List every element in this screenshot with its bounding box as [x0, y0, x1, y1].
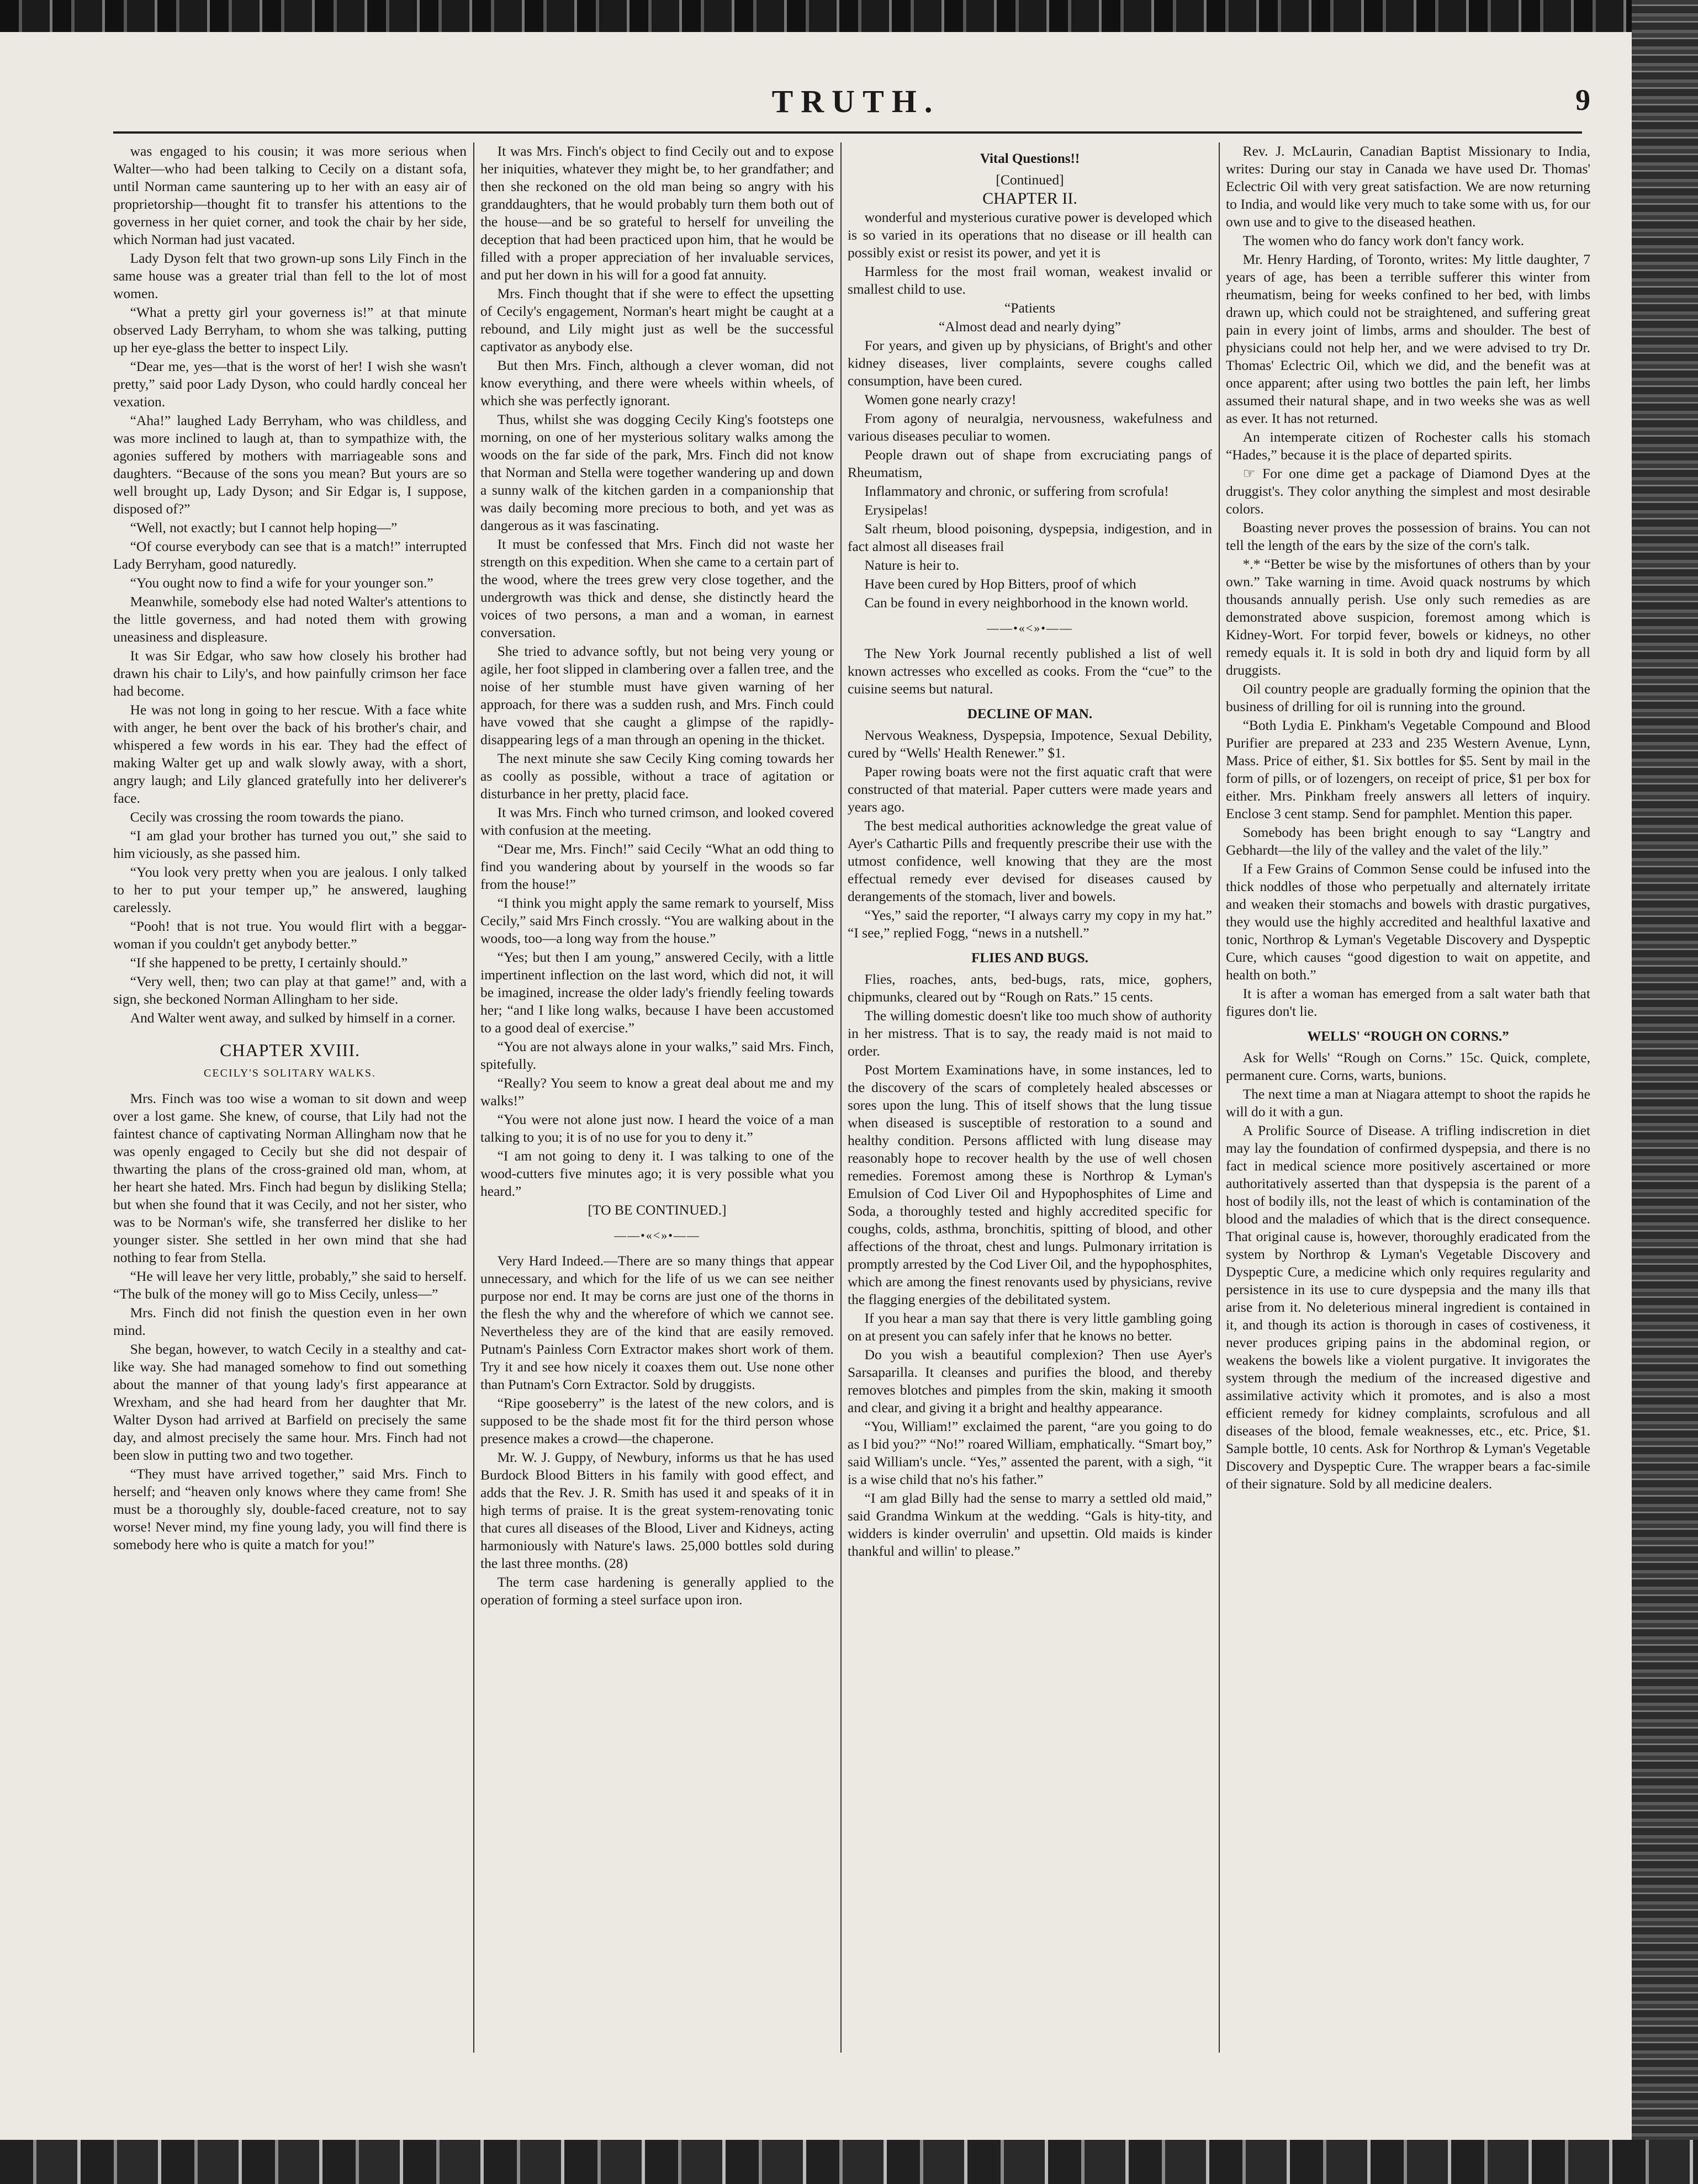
paragraph: Lady Dyson felt that two grown-up sons Lily Finch in the same house was a greater trial than fell to the lot of most women. [113, 250, 467, 301]
paragraph: Very Hard Indeed.—There are so many things that appear unnecessary, and which for the life of us we can see neither purpose nor end. It may be corns are just one of the thorns in the flesh the why and the wherefore of which we cannot see. Nevertheless they are of the kind that are easily removed. Putnam's Painless Corn Extractor makes short work of them. Try it and see how nicely it coaxes them out. Use none other than Putnam's Corn Extractor. Sold by druggists. [480, 1253, 834, 1392]
paragraph: “Patients [1004, 300, 1056, 316]
paragraph: Ask for Wells' “Rough on Corns.” 15c. Quick, complete, permanent cure. Corns, warts, bunions. [1226, 1049, 1590, 1083]
paragraph: People drawn out of shape from excruciating pangs of Rheumatism, [848, 447, 1212, 480]
scan-edge-bottom [0, 2140, 1698, 2184]
paragraph: “If she happened to be pretty, I certainly should.” [130, 955, 408, 971]
paragraph: She tried to advance softly, but not being very young or agile, her foot slipped in clambering over a fallen tree, and the noise of her stumble must have given warning of her approach, for there was a sudden rush, and Mrs. Finch could have vowed that she caught a glimpse of the rapidly-disappearing legs of a man through an opening in the thicket. [480, 643, 834, 748]
masthead-rule [113, 131, 1582, 134]
column-4 [1226, 142, 1590, 2058]
paragraph: Mrs. Finch thought that if she were to effect the upsetting of Cecily's engagement, Norman's heart might be caught at a rebound, and Lily might just as well be the successful captivator as anybody else. [480, 285, 834, 354]
paragraph: The next minute she saw Cecily King coming towards her as coolly as possible, without a trace of agitation or disturbance in her pretty, placid face. [480, 750, 834, 802]
paragraph: Nature is heir to. [864, 557, 959, 573]
ad-heading: DECLINE OF MAN. [967, 707, 1093, 722]
paragraph: “Almost dead and nearly dying” [939, 319, 1121, 335]
paragraph: It is after a woman has emerged from a salt water bath that figures don't lie. [1226, 985, 1590, 1019]
paragraph: “You look very pretty when you are jealous. I only talked to her to put your temper up,” he answered, laughing carelessly. [113, 864, 467, 915]
paragraph: Meanwhile, somebody else had noted Walter's attentions to the little governess, and had noted them with growing uneasiness and displeasure. [113, 593, 467, 645]
paragraph: “Very well, then; two can play at that game!” and, with a sign, she beckoned Norman Allingham to her side. [113, 973, 467, 1007]
article-title: Vital Questions!! [980, 151, 1080, 166]
paragraph: “Both Lydia E. Pinkham's Vegetable Compound and Blood Purifier are prepared at 233 and 235 Western Avenue, Lynn, Mass. Price of either, $1. Six bottles for $5. Sent by mail in the form of pills, or of lozengers, on receipt of price, $1 per box for either. Mrs. Pinkham freely answers all letters of inquiry. Enclose 3 cent stamp. Send for pamphlet. Mention this paper. [1226, 717, 1590, 821]
paragraph: “I am glad your brother has turned you out,” she said to him viciously, as she passed him. [113, 828, 467, 861]
paragraph: “Yes,” said the reporter, “I always carry my copy in my hat.” “I see,” replied Fogg, “news in a nutshell.” [848, 907, 1212, 941]
paragraph: The term case hardening is generally applied to the operation of forming a steel surface upon iron. [480, 1574, 834, 1608]
column-1 [113, 142, 467, 2058]
column-divider [840, 142, 842, 2053]
paragraph: “Ripe gooseberry” is the latest of the new colors, and is supposed to be the shade most fit for the third person whose presence makes a crowd—the chaperone. [480, 1395, 834, 1446]
ornamental-rule: ——•«<»•—— [987, 621, 1073, 635]
paragraph: “Well, not exactly; but I cannot help hoping—” [130, 520, 398, 536]
paragraph: Mrs. Finch did not finish the question even in her own mind. [113, 1305, 467, 1338]
paragraph: “Pooh! that is not true. You would flirt with a beggar-woman if you couldn't get anybody better.” [113, 918, 467, 952]
paragraph: Oil country people are gradually forming the opinion that the business of drilling for oil is running into the ground. [1226, 681, 1590, 714]
paragraph: The best medical authorities acknowledge the great value of Ayer's Cathartic Pills and frequently prescribe their use with the utmost confidence, well knowing that they are the most effectual remedy ever devised for diseases caused by derangements of the stomach, liver and bowels. [848, 818, 1212, 904]
paragraph: And Walter went away, and sulked by himself in a corner. [130, 1010, 456, 1026]
paragraph: was engaged to his cousin; it was more serious when Walter—who had been talking to Cecily on a distant sofa, until Norman came sauntering up to her with an easy air of proprietorship—thought fit to transfer his attentions to the governess in her quiet corner, and took the chair by her side, which Norman had just vacated. [113, 143, 467, 247]
paragraph: From agony of neuralgia, nervousness, wakefulness and various diseases peculiar to women. [848, 410, 1212, 444]
paragraph: “You are not always alone in your walks,” said Mrs. Finch, spitefully. [480, 1038, 834, 1072]
paragraph: Can be found in every neighborhood in the known world. [864, 595, 1188, 611]
paragraph: If you hear a man say that there is very little gambling going on at present you can safely infer that he knows no better. [848, 1310, 1212, 1344]
paragraph: ☞ For one dime get a package of Diamond Dyes at the druggist's. They color anything the simplest and most desirable colors. [1226, 465, 1590, 517]
masthead [110, 83, 1601, 127]
paragraph: Harmless for the most frail woman, weakest invalid or smallest child to use. [848, 263, 1212, 297]
paragraph: It was Sir Edgar, who saw how closely his brother had drawn his chair to Lily's, and how painfully crimson her face had become. [113, 648, 467, 699]
paragraph: The New York Journal recently published a list of well known actresses who excelled as cooks. From the “cue” to the cuisine seems but natural. [848, 645, 1212, 697]
paragraph: A Prolific Source of Disease. A trifling indiscretion in diet may lay the foundation of confirmed dyspepsia, and there is no fact in medical science more positively ascertained or more authoritatively asserted than that dyspepsia is the parent of a host of bodily ills, not the least of which is contamination of the blood and the maladies of which that is the direct consequence. That original cause is, however, thoroughly eradicated from the system by Northrop & Lyman's Vegetable Discovery and Dyspeptic Cure, a medicine which only requires regularity and persistence in its use to cure dyspepsia and the many ills that arise from it. No deleterious mineral ingredient is contained in it, and though its action is thorough in cases of costiveness, it never produces griping pains in the abdominal region, or weakens the bowels like a violent purgative. It invigorates the system through the medium of the increased digestive and assimilative activity which it promotes, and is also a most efficient remedy for kidney complaints, scrofulous and all diseases of the blood, female weaknesses, etc., etc. Price, $1. Sample bottle, 10 cents. Ask for Northrop & Lyman's Vegetable Discovery and Dyspeptic Cure. The wrapper bears a fac-simile of their signature. Sold by all medicine dealers. [1226, 1122, 1590, 1492]
paragraph: It must be confessed that Mrs. Finch did not waste her strength on this expedition. When she came to a certain part of the wood, where the trees grew very close together, and the undergrowth was thick and dense, she distinctly heard the voices of two persons, a man and a woman, in earnest conversation. [480, 536, 834, 640]
paragraph: The willing domestic doesn't like too much show of authority in her mistress. That is to say, the ready maid is not maid to order. [848, 1008, 1212, 1059]
paragraph: “Dear me, Mrs. Finch!” said Cecily “What an odd thing to find you wandering about by yourself in the woods so far from the house!” [480, 841, 834, 892]
paragraph: “I think you might apply the same remark to yourself, Miss Cecily,” said Mrs Finch crossly. “You are walking about in the woods, too—a long way from the house.” [480, 895, 834, 946]
paragraph: “You, William!” exclaimed the parent, “are you going to do as I bid you?” “No!” roared William, emphatically. “Smart boy,” said William's uncle. “Yes,” assented the parent, with a sigh, “it is a wise child that no's his father.” [848, 1418, 1212, 1487]
paragraph: The next time a man at Niagara attempt to shoot the rapids he will do it with a gun. [1226, 1086, 1590, 1120]
paragraph: “What a pretty girl your governess is!” at that minute observed Lady Berryham, to whom she was talking, putting up her eye-glass the better to inspect Lily. [113, 304, 467, 356]
paragraph: Boasting never proves the possession of brains. You can not tell the length of the ears by the size of the corn's talk. [1226, 520, 1590, 553]
paragraph: “You were not alone just now. I heard the voice of a man talking to you; it is of no use for you to deny it.” [480, 1111, 834, 1145]
paragraph: Mr. W. J. Guppy, of Newbury, informs us that he has used Burdock Blood Bitters in his family with good effect, and adds that the Rev. J. R. Smith has used it and speaks of it in high terms of praise. It is the great system-renovating tonic that cures all diseases of the Blood, Liver and Kidneys, acting harmoniously with Nature's laws. 25,000 bottles sold during the last three months. (28) [480, 1449, 834, 1571]
paragraph: Have been cured by Hop Bitters, proof of which [864, 576, 1136, 592]
scan-edge-top [0, 0, 1698, 32]
paragraph: “They must have arrived together,” said Mrs. Finch to herself; and “heaven only knows where they came from! She must be a thoroughly sly, double-faced creature, not to say worse! Never mind, my fine young lady, you will find there is somebody here who is quite a match for you!” [113, 1466, 467, 1552]
paragraph: It was Mrs. Finch who turned crimson, and looked covered with confusion at the meeting. [480, 804, 834, 838]
paragraph: Post Mortem Examinations have, in some instances, led to the discovery of the scars of completely healed abscesses or sores upon the lung. This of itself shows that the lung tissue when diseased is susceptible of restoration to a sound and healthy condition. Persons afflicted with lung disease may reasonably hope to recover health by the use of well chosen remedies. Foremost among these is Northrop & Lyman's Emulsion of Cod Liver Oil and Hypophosphites of Lime and Soda, a thoroughly tested and highly accredited specific for coughs, colds, asthma, bronchitis, spitting of blood, and other affections of the throat, chest and lungs. Pulmonary irritation is promptly arrested by the Cod Liver Oil, and the hypophosphites, which are among the finest renovants used by physicians, revive the flagging energies of the debilitated system. [848, 1062, 1212, 1307]
chapter-heading: CHAPTER II. [982, 189, 1077, 208]
to-be-continued: [TO BE CONTINUED.] [588, 1202, 727, 1218]
paragraph: For years, and given up by physicians, of Bright's and other kidney diseases, liver complaints, severe coughs called consumption, have been cured. [848, 337, 1212, 389]
paragraph: Paper rowing boats were not the first aquatic craft that were constructed of that material. Paper cutters were made years and years ago. [848, 764, 1212, 815]
paragraph: “I am glad Billy had the sense to marry a settled old maid,” said Grandma Winkum at the wedding. “Gals is hity-tity, and widders is kinder overrulin' and upsettin. Old maids is kinder thankful and willin' to please.” [848, 1490, 1212, 1559]
paragraph: She began, however, to watch Cecily in a stealthy and cat-like way. She had managed somehow to find out something about the manner of that young lady's first appearance at Wrexham, and she had heard from her daughter that Mr. Walter Dyson had arrived at Barfield on precisely the same day, and almost precisely the same hour. Mrs. Finch had not been slow in putting two and two together. [113, 1341, 467, 1463]
paragraph: “He will leave her very little, probably,” she said to herself. “The bulk of the money will go to Miss Cecily, unless—” [113, 1268, 467, 1302]
ad-heading: FLIES AND BUGS. [971, 951, 1088, 966]
chapter-heading: CHAPTER XVIII. [220, 1040, 360, 1060]
column-3 [848, 142, 1212, 2058]
paragraph: wonderful and mysterious curative power is developed which is so varied in its operations that no disease or ill health can possibly exist or resist its power, and yet it is [848, 209, 1212, 261]
page-number: 9 [1575, 83, 1590, 116]
continued-note: [Continued] [996, 172, 1064, 188]
newspaper-title: TRUTH. [771, 83, 940, 119]
paragraph: The women who do fancy work don't fancy work. [1242, 232, 1525, 248]
paragraph: “Of course everybody can see that is a match!” interrupted Lady Berryham, good naturedly. [113, 538, 467, 572]
chapter-subheading: CECILY'S SOLITARY WALKS. [204, 1067, 376, 1079]
paragraph: Do you wish a beautiful complexion? Then use Ayer's Sarsaparilla. It cleanses and purifies the blood, and thereby removes blotches and pimples from the skin, making it smooth and clear, and giving it a bright and healthy appearance. [848, 1347, 1212, 1416]
paragraph: Erysipelas! [864, 502, 928, 518]
ad-heading: WELLS' “ROUGH ON CORNS.” [1307, 1029, 1509, 1044]
paragraph: Women gone nearly crazy! [864, 391, 1017, 407]
column-divider [1219, 142, 1220, 2053]
paragraph: Mrs. Finch was too wise a woman to sit down and weep over a lost game. She knew, of course, that Lily had not the faintest chance of captivating Norman Allingham now that he was openly engaged to Cecily but she did not despair of thwarting the plans of the cross-grained old man, whom, at her heart she hated. Mrs. Finch had begun by disliking Stella; but when she found that it was Cecily, and not her sister, who was to be Norman's wife, she transferred her dislike to her younger sister. She settled in her own mind that she had nothing to fear from Stella. [113, 1090, 467, 1265]
paragraph: “Aha!” laughed Lady Berryham, who was childless, and was more inclined to laugh at, than to sympathize with, the agonies suffered by mothers with marriageable sons and daughters. “Because of the sons you mean? But yours are so well brought up, Lady Dyson; and Sir Edgar is, I suppose, disposed of?” [113, 412, 467, 517]
paragraph: Mr. Henry Harding, of Toronto, writes: My little daughter, 7 years of age, has been a terrible sufferer this winter from rheumatism, being for weeks confined to her bed, with limbs drawn up, which could not be straightened, and suffering great pain in every joint of limbs, arms and shoulder. The best of physicians could not help her, and we were advised to try Dr. Thomas' Eclectric Oil, which we did, and the benefit was at once apparent; after using two bottles the pain left, her limbs assumed their natural shape, and in two weeks she was as well as ever. It has not returned. [1226, 251, 1590, 426]
paragraph: Inflammatory and chronic, or suffering from scrofula! [864, 483, 1169, 499]
paragraph: Thus, whilst she was dogging Cecily King's footsteps one morning, on one of her mysterious solitary walks among the woods on the far side of the park, Mrs. Finch did not know that Norman and Stella were together wandering up and down a sunny walk of the kitchen garden in a companionship that was daily becoming more precious to both, and yet was as dangerous as it was fascinating. [480, 411, 834, 533]
paragraph: Flies, roaches, ants, bed-bugs, rats, mice, gophers, chipmunks, cleared out by “Rough on Rats.” 15 cents. [848, 971, 1212, 1005]
paragraph: He was not long in going to her rescue. With a face white with anger, he bent over the back of his brother's chair, and whispered a few words in his ear. They had the effect of making Walter get up and walk slowly away, with a short, angry laugh; and Lily glanced gratefully into her deliverer's face. [113, 702, 467, 806]
ornamental-rule: ——•«<»•—— [614, 1228, 700, 1242]
paragraph: But then Mrs. Finch, although a clever woman, did not know everything, and there were wheels within wheels, of which she was perfectly ignorant. [480, 357, 834, 409]
paragraph: “Dear me, yes—that is the worst of her! I wish she wasn't pretty,” said poor Lady Dyson, who could hardly conceal her vexation. [113, 358, 467, 410]
paragraph: “Really? You seem to know a great deal about me and my walks!” [480, 1075, 834, 1109]
paragraph: Rev. J. McLaurin, Canadian Baptist Missionary to India, writes: During our stay in Canada we have used Dr. Thomas' Eclectric Oil with very great satisfaction. We are now returning to India, and would like very much to take some with us, for our own use and to give to the diseased heathen. [1226, 143, 1590, 230]
column-2 [480, 142, 834, 2058]
paragraph: It was Mrs. Finch's object to find Cecily out and to expose her iniquities, whatever they might be, to her grandfather; and then she reckoned on the old man being so angry with his granddaughters, that he would probably turn them both out of the house—and be so grateful to herself for unveiling the deception that had been practiced upon him, that he would be filled with a proper appreciation of her invaluable services, and put her down in his will for a good fat annuity. [480, 143, 834, 283]
paragraph: If a Few Grains of Common Sense could be infused into the thick noddles of those who perpetually and alternately irritate and weaken their stomachs and bowels with drastic purgatives, they would use the highly accredited and healthful laxative and tonic, Northrop & Lyman's Vegetable Discovery and Dyspeptic Cure, which causes “good digestion to wait on appetite, and health on both.” [1226, 861, 1590, 983]
paragraph: *.* “Better be wise by the misfortunes of others than by your own.” Take warning in time. Avoid quack nostrums by which thousands annually perish. Use only such remedies as are demonstrated above suspicion, foremost among which is Kidney-Wort. For torpid fever, bowels or kidneys, no other remedy equals it. It is sold in both dry and liquid form by all druggists. [1226, 556, 1590, 678]
paragraph: Cecily was crossing the room towards the piano. [130, 809, 404, 825]
paragraph: “You ought now to find a wife for your younger son.” [130, 575, 433, 591]
paragraph: Salt rheum, blood poisoning, dyspepsia, indigestion, and in fact almost all diseases frail [848, 521, 1212, 554]
paragraph: “I am not going to deny it. I was talking to one of the wood-cutters five minutes ago; it is very possible what you heard.” [480, 1148, 834, 1199]
paragraph: “Yes; but then I am young,” answered Cecily, with a little impertinent inflection on the last word, which did not, it will be imagined, increase the older lady's friendly feeling towards her; “and I like long walks, because I have been accustomed to a good deal of exercise.” [480, 949, 834, 1036]
scan-edge-right [1632, 0, 1698, 2184]
paragraph: Somebody has been bright enough to say “Langtry and Gebhardt—the lily of the valley and the valet of the lily.” [1226, 824, 1590, 858]
column-divider [473, 142, 474, 2053]
paragraph: Nervous Weakness, Dyspepsia, Impotence, Sexual Debility, cured by “Wells' Health Renewer.” $1. [848, 727, 1212, 761]
paragraph: An intemperate citizen of Rochester calls his stomach “Hades,” because it is the place of departed spirits. [1226, 429, 1590, 463]
